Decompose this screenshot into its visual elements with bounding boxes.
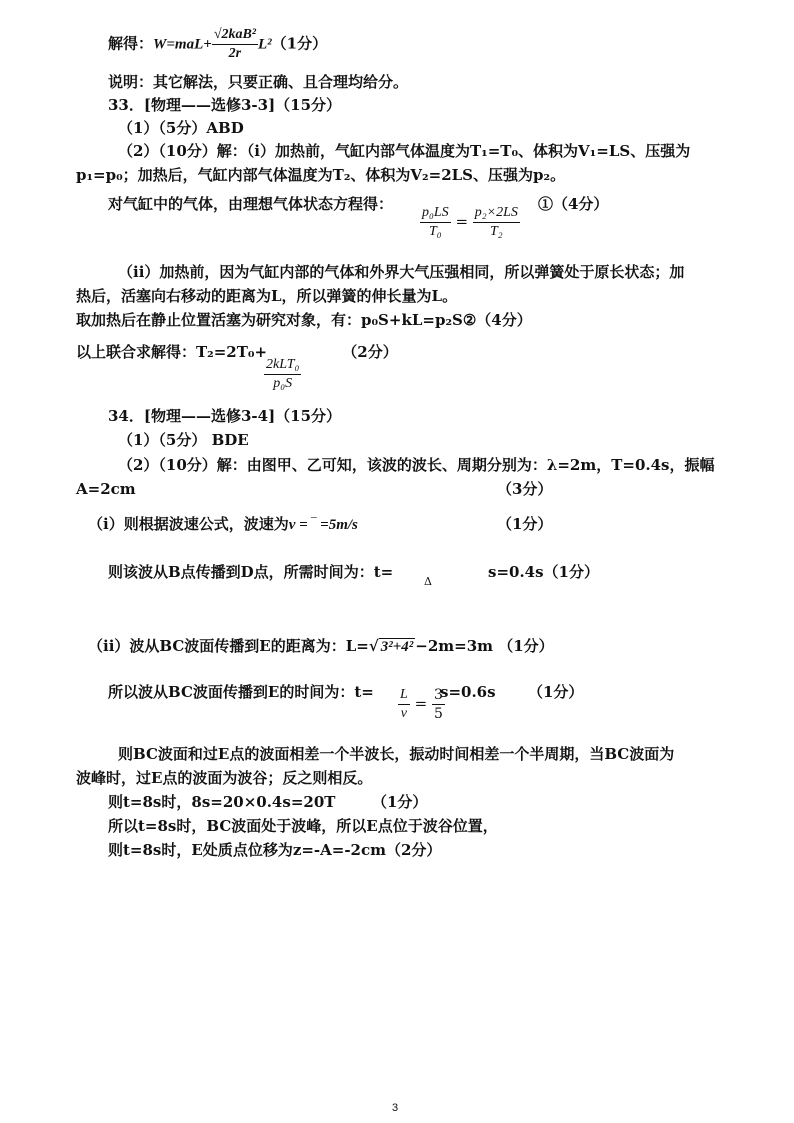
result-t2-numerator: 2kLT₀ xyxy=(264,356,301,375)
label-solve: 解得： xyxy=(108,34,154,53)
displacement-line: 则t=8s时，E处质点位移为z=-A=-2cm（2分） xyxy=(108,841,442,859)
score-1: （1分） xyxy=(271,34,328,53)
time-e-denominator2: 5 xyxy=(433,706,443,722)
answer-33-2-line1: （2）（10分）解：（i）加热前，气缸内部气体温度为T₁=T₀、体积为V₁=LS、压强为 xyxy=(118,142,691,160)
answer-34-1: （1）（5分） BDE xyxy=(118,431,249,449)
gas-rhs-fraction xyxy=(473,204,520,241)
score-34-2-a: （3分） xyxy=(497,480,553,498)
gas-rhs-numerator: p₂×2LS xyxy=(473,204,520,223)
formula-w-numerator: √2kaB² xyxy=(212,26,258,45)
wave-speed-line xyxy=(88,514,358,535)
answer-33-1: （1）（5分）ABD xyxy=(118,119,244,137)
gas-lhs-numerator: p₀LS xyxy=(420,204,451,223)
section-33-heading: 33．[物理——选修3-3]（15分） xyxy=(108,96,342,114)
time-e-numerator2: 3 xyxy=(433,687,443,703)
phase-line1: 则BC波面和过E点的波面相差一个半波长，振动时间相差一个半周期，当BC波面为 xyxy=(118,745,675,763)
score-result-t2: （2分） xyxy=(342,343,398,361)
answer-33-ii-line1: （ii）加热前，因为气缸内部的气体和外界大气压强相同，所以弹簧处于原长状态；加 xyxy=(118,263,685,281)
travel-time-bd: 则该波从B点传播到D点，所需时间为：t= xyxy=(108,563,394,581)
gas-lhs-fraction xyxy=(420,204,451,241)
formula-w-denominator: 2r xyxy=(228,46,242,61)
period-line: 则t=8s时，8s=20×0.4s=20T xyxy=(108,793,336,811)
wave-speed-formula: v = ‾ =5m/s xyxy=(288,517,358,533)
score-period: （1分） xyxy=(372,793,428,811)
time-e-equals: = xyxy=(414,694,428,713)
answer-33-ii-line2: 热后，活塞向右移动的距离为L，所以弹簧的伸长量为L。 xyxy=(76,287,458,305)
section-34-heading: 34．[物理——选修3-4]（15分） xyxy=(108,407,342,425)
line-solution-w xyxy=(108,26,328,61)
score-wave-speed: （1分） xyxy=(497,515,553,533)
gas-rhs-denominator: T₂ xyxy=(490,224,503,239)
gas-law-equation xyxy=(420,204,520,248)
gas-law-intro: 对气缸中的气体，由理想气体状态方程得： xyxy=(108,195,394,213)
time-e-fraction xyxy=(398,686,445,723)
gas-equals: = xyxy=(455,212,469,231)
time-e-text: 所以波从BC波面传播到E的时间为：t= xyxy=(108,683,374,701)
score-gas-law: ①（4分） xyxy=(538,195,609,213)
time-e-result: s=0.6s xyxy=(440,683,496,701)
note-line: 说明：其它解法，只要正确、且合理均给分。 xyxy=(108,73,409,91)
result-t2-line xyxy=(76,342,398,362)
distance-text: （ii）波从BC波面传播到E的距离为：L= xyxy=(88,637,369,655)
score-time-e: （1分） xyxy=(528,683,584,701)
gas-lhs-denominator: T₀ xyxy=(429,224,442,239)
distance-line: （ii）波从BC波面传播到E的距离为：L=√ 3²+4² −2m=3m （1分） xyxy=(88,637,554,655)
page-number: 3 xyxy=(392,1102,399,1114)
answer-34-2-line2: A=2cm xyxy=(76,480,136,498)
result-t2-prefix: 以上联合求解得：T₂=2T₀+ xyxy=(76,343,268,361)
answer-33-2-line2: p₁=p₀；加热后，气缸内部气体温度为T₂、体积为V₂=2LS、压强为p₂。 xyxy=(76,166,566,184)
distance-tail: −2m=3m （1分） xyxy=(415,637,554,655)
formula-w-fraction xyxy=(212,26,258,63)
travel-time-bd-sub: Δ xyxy=(424,575,432,588)
distance-sqrt-body: 3²+4² xyxy=(380,639,414,655)
answer-34-2-line1: （2）（10分）解：由图甲、乙可知，该波的波长、周期分别为：λ=2m，T=0.4s，振幅 xyxy=(118,456,715,474)
formula-w-tail: L² xyxy=(258,36,272,53)
phase-line2: 波峰时，过E点的波面为波谷；反之则相反。 xyxy=(76,769,373,787)
answer-33-ii-line3: 取加热后在静止位置活塞为研究对象，有：p₀S+kL=p₂S②（4分） xyxy=(76,311,532,329)
time-e-denominator: v xyxy=(400,706,407,721)
wave-peak-line: 所以t=8s时，BC波面处于波峰，所以E点位于波谷位置， xyxy=(108,817,498,835)
result-t2-denominator: p₀S xyxy=(273,376,293,391)
score-travel-time-bd: s=0.4s（1分） xyxy=(488,563,599,581)
formula-w-lhs: W=maL+ xyxy=(153,36,212,53)
result-t2-fraction xyxy=(264,356,301,393)
time-e-numerator: L xyxy=(398,686,410,705)
wave-speed-text: （i）则根据波速公式，波速为 xyxy=(88,515,289,533)
